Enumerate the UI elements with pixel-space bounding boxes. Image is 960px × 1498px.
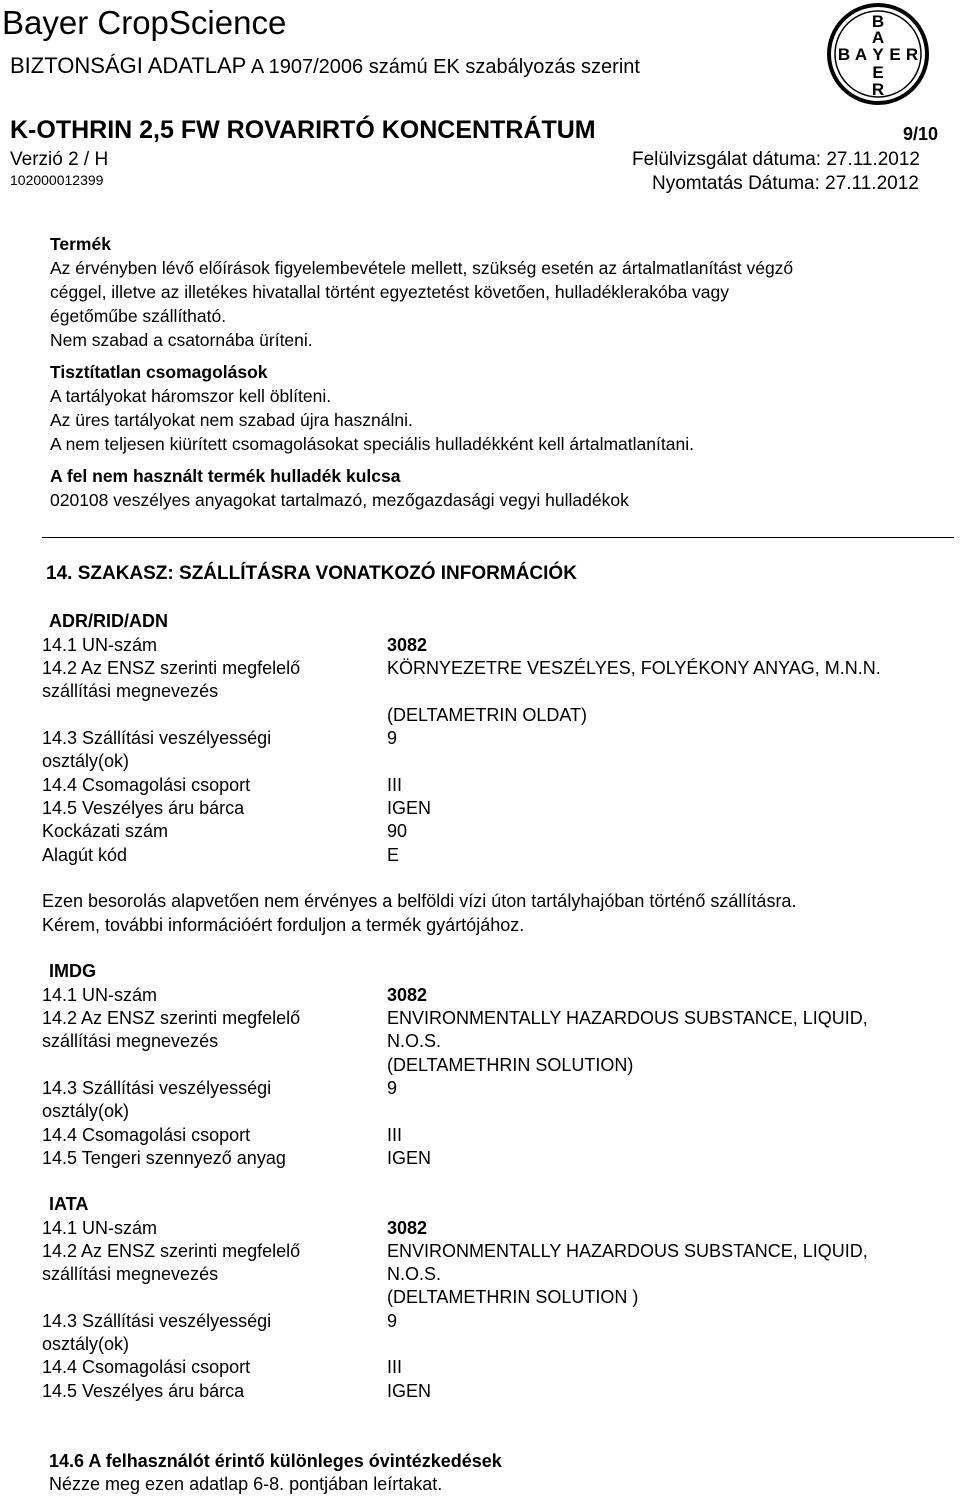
document-subtitle	[10, 53, 640, 79]
product-line: céggel, illetve az illetékes hivatallal történt egyeztetést követően, hulladéklerakóba vagy	[50, 282, 730, 302]
adr-un-label: 14.1 UN-szám	[42, 635, 158, 655]
waste-key-heading: A fel nem használt termék hulladék kulcsa	[50, 466, 401, 486]
product-line: Nem szabad a csatornába üríteni.	[50, 330, 313, 350]
adr-heading: ADR/RID/ADN	[49, 611, 168, 631]
iata-name-value: ENVIRONMENTALLY HAZARDOUS SUBSTANCE, LIQUID,	[387, 1241, 868, 1261]
product-line: Az érvényben lévő előírások figyelembevétele mellett, szükség esetén az ártalmatlanítást végző	[50, 258, 794, 278]
imdg-name-label: 14.2 Az ENSZ szerinti megfelelő	[42, 1008, 301, 1028]
page-number: 9/10	[902, 124, 938, 144]
imdg-class-label: osztály(ok)	[42, 1101, 130, 1121]
logo-letter: A	[854, 45, 868, 64]
logo-letter: E	[872, 63, 884, 82]
imdg-pg-label: 14.4 Csomagolási csoport	[42, 1125, 251, 1145]
logo-letter: E	[889, 45, 901, 64]
logo-letter: B	[871, 12, 885, 31]
imdg-un-value: 3082	[387, 985, 428, 1005]
adr-name-value: (DELTAMETRIN OLDAT)	[387, 705, 588, 725]
imdg-name-value: ENVIRONMENTALLY HAZARDOUS SUBSTANCE, LIQUID,	[387, 1008, 868, 1028]
imdg-class-label: 14.3 Szállítási veszélyességi	[42, 1078, 272, 1098]
adr-class-value: 9	[387, 728, 398, 748]
product-name: K-OTHRIN 2,5 FW ROVARIRTÓ KONCENTRÁTUM	[10, 116, 596, 144]
adr-note: Kérem, további információért forduljon a termék gyártójához.	[42, 915, 525, 935]
imdg-env-value: IGEN	[387, 1148, 432, 1168]
section-14-title: 14. SZAKASZ: SZÁLLÍTÁSRA VONATKOZÓ INFORMÁCIÓK	[46, 563, 577, 584]
packaging-line: A tartályokat háromszor kell öblíteni.	[50, 386, 332, 406]
section-divider	[42, 537, 954, 538]
adr-name-label: szállítási megnevezés	[42, 681, 219, 701]
adr-tunnel-label: Alagút kód	[42, 845, 128, 865]
adr-name-value: KÖRNYEZETRE VESZÉLYES, FOLYÉKONY ANYAG, M.N.N.	[387, 658, 881, 678]
iata-class-label: 14.3 Szállítási veszélyességi	[42, 1311, 272, 1331]
print-date: Nyomtatás Dátuma: 27.11.2012	[652, 173, 919, 194]
version: Verzió 2 / H	[10, 149, 109, 170]
iata-un-label: 14.1 UN-szám	[42, 1218, 158, 1238]
iata-name-label: 14.2 Az ENSZ szerinti megfelelő	[42, 1241, 301, 1261]
packaging-line: Az üres tartályokat nem szabad újra használni.	[50, 410, 413, 430]
imdg-name-label: szállítási megnevezés	[42, 1031, 219, 1051]
adr-name-label: 14.2 Az ENSZ szerinti megfelelő	[42, 658, 301, 678]
iata-env-value: IGEN	[387, 1381, 432, 1401]
logo-letter: A	[871, 28, 885, 47]
logo-letter: B	[837, 45, 851, 64]
imdg-heading: IMDG	[49, 961, 96, 981]
adr-pg-label: 14.4 Csomagolási csoport	[42, 775, 251, 795]
logo-letter: R	[905, 45, 919, 64]
iata-name-label: szállítási megnevezés	[42, 1264, 219, 1284]
document-code: 102000012399	[10, 172, 104, 188]
product-line: égetőműbe szállítható.	[50, 306, 227, 326]
imdg-class-value: 9	[387, 1078, 398, 1098]
imdg-env-label: 14.5 Tengeri szennyező anyag	[42, 1148, 286, 1168]
document-type: BIZTONSÁGI ADATLAP	[10, 53, 247, 78]
waste-key-line: 020108 veszélyes anyagokat tartalmazó, mezőgazdasági vegyi hulladékok	[50, 490, 629, 510]
special-precautions-text: Nézze meg ezen adatlap 6-8. pontjában leírtakat.	[49, 1474, 443, 1494]
packaging-heading: Tisztítatlan csomagolások	[50, 362, 268, 382]
iata-name-value: (DELTAMETHRIN SOLUTION )	[387, 1287, 639, 1307]
imdg-pg-value: III	[387, 1125, 403, 1145]
product-heading: Termék	[50, 234, 111, 254]
adr-note: Ezen besorolás alapvetően nem érvényes a belföldi vízi úton tartályhajóban történő szállításra.	[42, 891, 797, 911]
adr-risk-value: 90	[387, 821, 408, 841]
adr-env-value: IGEN	[387, 798, 432, 818]
bayer-cross-logo	[826, 2, 930, 106]
iata-un-value: 3082	[387, 1218, 428, 1238]
adr-class-label: 14.3 Szállítási veszélyességi	[42, 728, 272, 748]
imdg-un-label: 14.1 UN-szám	[42, 985, 158, 1005]
adr-un-value: 3082	[387, 635, 428, 655]
iata-pg-label: 14.4 Csomagolási csoport	[42, 1357, 251, 1377]
adr-tunnel-value: E	[387, 845, 400, 865]
iata-class-value: 9	[387, 1311, 398, 1331]
logo-letter: Y	[872, 45, 884, 64]
revision-date: Felülvizsgálat dátuma: 27.11.2012	[632, 149, 920, 170]
packaging-line: A nem teljesen kiürített csomagolásokat speciális hulladékként kell ártalmatlanítani.	[50, 434, 694, 454]
company-name: Bayer CropScience	[2, 4, 287, 41]
adr-class-label: osztály(ok)	[42, 751, 130, 771]
special-precautions-heading: 14.6 A felhasználót érintő különleges óvintézkedések	[49, 1451, 502, 1471]
imdg-name-value: (DELTAMETHRIN SOLUTION)	[387, 1055, 634, 1075]
regulation-reference: A 1907/2006 számú EK szabályozás szerint	[250, 56, 640, 78]
logo-letter: R	[871, 80, 885, 99]
iata-env-label: 14.5 Veszélyes áru bárca	[42, 1381, 245, 1401]
adr-env-label: 14.5 Veszélyes áru bárca	[42, 798, 245, 818]
iata-class-label: osztály(ok)	[42, 1334, 130, 1354]
iata-name-value: N.O.S.	[387, 1264, 442, 1284]
imdg-name-value: N.O.S.	[387, 1031, 442, 1051]
adr-risk-label: Kockázati szám	[42, 821, 169, 841]
iata-pg-value: III	[387, 1357, 403, 1377]
iata-heading: IATA	[49, 1194, 89, 1214]
adr-pg-value: III	[387, 775, 403, 795]
